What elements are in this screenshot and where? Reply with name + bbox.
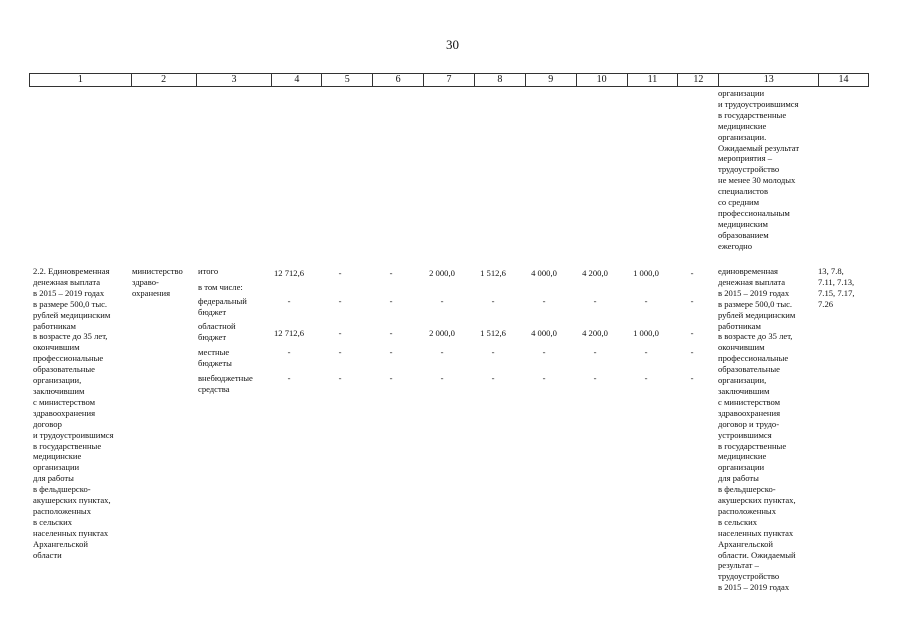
header-cell-13: 13 (719, 74, 819, 86)
value-extra-col-7: - (440, 373, 444, 383)
value-extra-col-6: - (389, 373, 393, 383)
target-indicators: 13, 7.8, 7.11, 7.13, 7.15, 7.17, 7.26 (818, 266, 855, 309)
header-cell-11: 11 (628, 74, 679, 86)
table-header-row (29, 73, 869, 87)
header-cell-5: 5 (322, 74, 373, 86)
value-regional-col-7: 2 000,0 (429, 328, 455, 338)
source-including: в том числе: (198, 282, 243, 292)
header-cell-10: 10 (577, 74, 628, 86)
value-total-col-9: 4 000,0 (531, 268, 557, 278)
header-cell-7: 7 (424, 74, 475, 86)
value-extra-col-12: - (690, 373, 694, 383)
value-regional-col-5: - (338, 328, 342, 338)
value-regional-col-11: 1 000,0 (633, 328, 659, 338)
value-regional-col-8: 1 512,6 (480, 328, 506, 338)
header-cell-3: 3 (197, 74, 273, 86)
value-federal-col-4: - (287, 296, 291, 306)
value-federal-col-9: - (542, 296, 546, 306)
value-regional-col-10: 4 200,0 (582, 328, 608, 338)
continuation-result-text: организации и трудоустроившимся в государственные медицинские организации. Ожидаемый результат мероприятия – трудоустройство не менее 30 молодых специалистов со средним профессиональным медицинским образованием ежегодно (718, 88, 800, 251)
source-extra: внебюджетные средства (198, 373, 253, 394)
source-federal: федеральный бюджет (198, 296, 247, 317)
value-local-col-12: - (690, 347, 694, 357)
value-local-col-8: - (491, 347, 495, 357)
value-federal-col-7: - (440, 296, 444, 306)
header-cell-14: 14 (838, 74, 849, 85)
value-regional-col-9: 4 000,0 (531, 328, 557, 338)
value-total-col-11: 1 000,0 (633, 268, 659, 278)
value-extra-col-11: - (644, 373, 648, 383)
executor: министерство здраво- охранения (132, 266, 183, 298)
value-federal-col-12: - (690, 296, 694, 306)
value-local-col-4: - (287, 347, 291, 357)
value-regional-col-12: - (690, 328, 694, 338)
header-cell-12: 12 (678, 74, 719, 86)
page-number: 30 (446, 37, 459, 52)
value-federal-col-10: - (593, 296, 597, 306)
header-cell-1: 1 (30, 74, 132, 86)
value-federal-col-5: - (338, 296, 342, 306)
value-federal-col-6: - (389, 296, 393, 306)
value-local-col-7: - (440, 347, 444, 357)
value-total-col-6: - (389, 268, 393, 278)
value-extra-col-9: - (542, 373, 546, 383)
value-total-col-12: - (690, 268, 694, 278)
value-local-col-6: - (389, 347, 393, 357)
value-federal-col-11: - (644, 296, 648, 306)
value-total-col-7: 2 000,0 (429, 268, 455, 278)
header-cell-2: 2 (132, 74, 197, 86)
value-local-col-5: - (338, 347, 342, 357)
header-cell-9: 9 (526, 74, 577, 86)
value-local-col-11: - (644, 347, 648, 357)
source-total: итого (198, 266, 219, 276)
header-cell-6: 6 (373, 74, 424, 86)
header-cell-4: 4 (272, 74, 322, 86)
value-extra-col-5: - (338, 373, 342, 383)
value-local-col-10: - (593, 347, 597, 357)
value-extra-col-10: - (593, 373, 597, 383)
value-total-col-4: 12 712,6 (273, 268, 305, 278)
source-regional: областной бюджет (198, 321, 236, 342)
value-extra-col-4: - (287, 373, 291, 383)
value-total-col-5: - (338, 268, 342, 278)
header-cell-8: 8 (475, 74, 526, 86)
value-regional-col-4: 12 712,6 (273, 328, 305, 338)
source-local: местные бюджеты (198, 347, 232, 368)
value-federal-col-8: - (491, 296, 495, 306)
value-total-col-8: 1 512,6 (480, 268, 506, 278)
expected-result: единовременная денежная выплата в 2015 – 2019 годах в размере 500,0 тыс. рублей медицинским работникам в возрасте до 35 лет, окончившим профессиональные образовательные организации, заключившим с министерством здравоохранения договор и трудо- устроившимся в государственные медицинские организации для работы в фельдшерско- акушерских пунктах, расположенных в сельских населенных пунктах Архангельской области. Ожидаемый результат – трудоустройство в 2015 – 2019 годах (718, 266, 796, 593)
value-extra-col-8: - (491, 373, 495, 383)
value-local-col-9: - (542, 347, 546, 357)
measure-description: 2.2. Единовременная денежная выплата в 2015 – 2019 годах в размере 500,0 тыс. рублей медицинским работникам в возрасте до 35 лет, окончившим профессиональные образовательные организации, заключившим с министерством здравоохранения договор и трудоустроившимся в государственные медицинские организации для работы в фельдшерско- акушерских пунктах, расположенных в сельских населенных пунктах Архангельской области (33, 266, 114, 560)
value-total-col-10: 4 200,0 (582, 268, 608, 278)
value-regional-col-6: - (389, 328, 393, 338)
